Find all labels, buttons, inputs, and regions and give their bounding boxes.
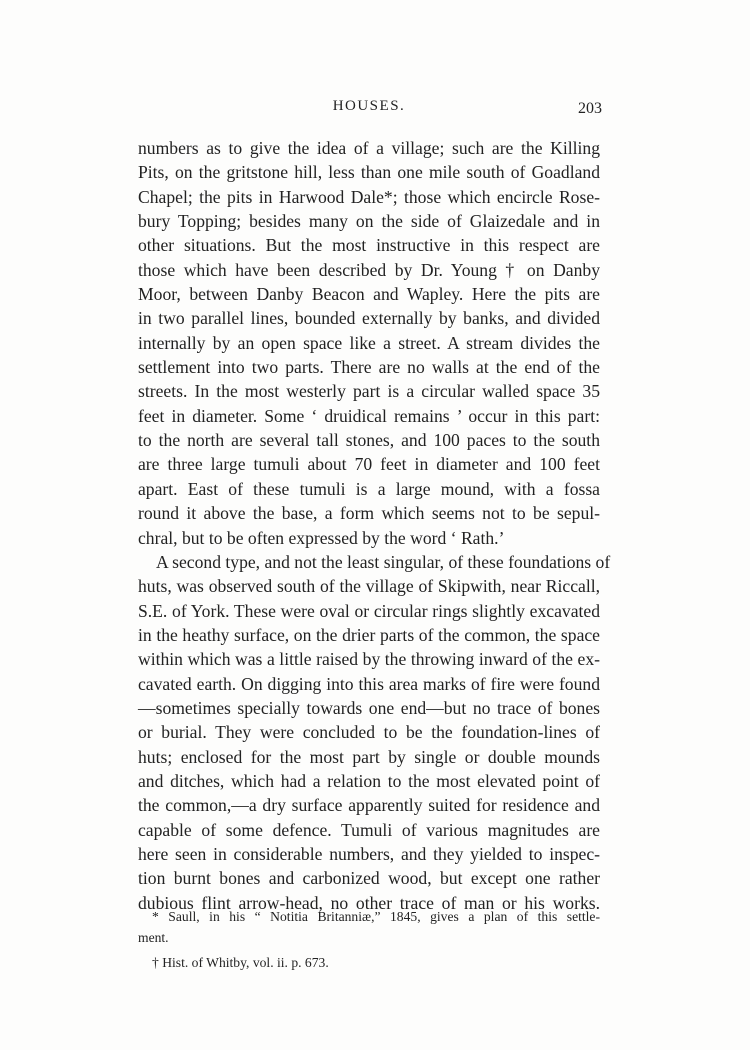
body-text xyxy=(138,136,611,915)
text-line: to the north are several tall stones, and 100 paces to the south xyxy=(138,430,600,451)
text-line: Pits, on the gritstone hill, less than one mile south of Goadland xyxy=(138,162,600,183)
text-line: chral, but to be often expressed by the word ‘ Rath.’ xyxy=(138,527,505,548)
text-line: here seen in considerable numbers, and they yielded to inspec- xyxy=(138,843,600,864)
text-line: round it above the base, a form which seems not to be sepul- xyxy=(138,503,600,524)
footnote-saull-continued: ment. xyxy=(138,930,169,945)
paragraph-first-line: A second type, and not the least singular, of these foundations of xyxy=(156,551,611,572)
text-line: capable of some defence. Tumuli of various magnitudes are xyxy=(138,819,600,840)
text-line: S.E. of York. These were oval or circular rings slightly excavated xyxy=(138,600,600,621)
footnotes xyxy=(138,906,600,973)
text-line: in two parallel lines, bounded externally by banks, and divided xyxy=(138,308,600,329)
text-line: internally by an open space like a street. A stream divides the xyxy=(138,332,600,353)
text-line: are three large tumuli about 70 feet in diameter and 100 feet xyxy=(138,454,600,475)
text-line: in the heathy surface, on the drier parts of the common, the space xyxy=(138,624,600,645)
text-line: other situations. But the most instructive in this respect are xyxy=(138,235,600,256)
footnote-saull: * Saull, in his “ Notitia Britanniæ,” 1845, gives a plan of this settle- xyxy=(152,909,600,924)
text-line: tion burnt bones and carbonized wood, but except one rather xyxy=(138,868,600,889)
text-line: Chapel; the pits in Harwood Dale*; those which encircle Rose- xyxy=(138,186,600,207)
text-line: bury Topping; besides many on the side of Glaizedale and in xyxy=(138,211,600,232)
text-line: within which was a little raised by the throwing inward of the ex- xyxy=(138,649,600,670)
text-line: —sometimes specially towards one end—but no trace of bones xyxy=(138,697,600,718)
text-line: Moor, between Danby Beacon and Wapley. Here the pits are xyxy=(138,284,600,305)
text-line: those which have been described by Dr. Young † on Danby xyxy=(138,259,600,280)
text-line: feet in diameter. Some ‘ druidical remains ’ occur in this part: xyxy=(138,405,600,426)
text-line: and ditches, which had a relation to the most elevated point of xyxy=(138,770,600,791)
text-line: huts; enclosed for the most part by single or double mounds xyxy=(138,746,600,767)
text-line: huts, was observed south of the village of Skipwith, near Riccall, xyxy=(138,576,600,597)
page-number: 203 xyxy=(578,100,602,117)
footnote-whitby: † Hist. of Whitby, vol. ii. p. 673. xyxy=(152,955,329,970)
text-line: settlement into two parts. There are no walls at the end of the xyxy=(138,357,600,378)
text-line: dubious flint arrow-head, no other trace of man or his works. xyxy=(138,892,600,913)
running-title: HOUSES. xyxy=(332,98,406,114)
text-line: or burial. They were concluded to be the foundation-lines of xyxy=(138,722,600,743)
text-line: the common,—a dry surface apparently suited for residence and xyxy=(138,795,600,816)
text-line: streets. In the most westerly part is a circular walled space 35 xyxy=(138,381,600,402)
text-line: apart. East of these tumuli is a large mound, with a fossa xyxy=(138,478,600,499)
running-head xyxy=(138,98,600,126)
text-line: numbers as to give the idea of a village; such are the Killing xyxy=(138,138,600,158)
text-line: cavated earth. On digging into this area marks of fire were found xyxy=(138,673,600,694)
